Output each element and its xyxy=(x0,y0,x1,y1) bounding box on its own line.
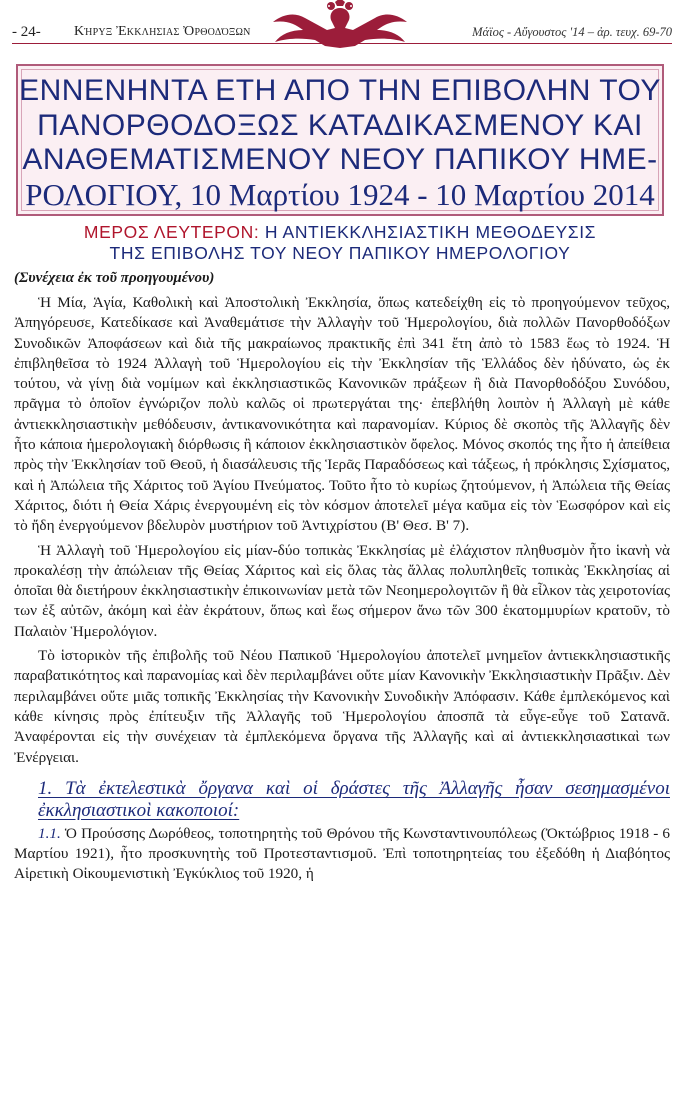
item-number: 1.1. xyxy=(38,824,61,842)
article-body xyxy=(14,293,670,889)
issue-info: Μάϊος - Αὔγουστος '14 – ἀρ. τευχ. 69-70 xyxy=(472,25,672,39)
header-divider xyxy=(12,43,672,44)
page-number: - 24- xyxy=(12,24,41,40)
article-title xyxy=(18,74,662,212)
part-title-line-2: ΤΗΣ ΕΠΙΒΟΛΗΣ ΤΟΥ ΝΕΟΥ ΠΑΠΙΚΟΥ ΗΜΕΡΟΛΟΓΙΟΥ xyxy=(109,243,571,263)
section-heading: 1. Τὰ ἐκτελεστικὰ ὄργανα καὶ οἱ δράστες τῆς Ἀλλαγῆς ἦσαν σεσημασμένοι ἐκκλησιαστικοὶ κακοποιοί: xyxy=(38,777,670,821)
continuation-note: (Συνέχεια ἐκ τοῦ προηγουμένου) xyxy=(14,270,215,286)
title-line-4: ΡΟΛΟΓΙΟΥ, 10 Μαρτίου 1924 - 10 Μαρτίου 2014 xyxy=(25,176,655,212)
paragraph-3: Τὸ ἱστορικὸν τῆς ἐπιβολῆς τοῦ Νέου Παπικοῦ Ἡμερολογίου ἀποτελεῖ μνημεῖον ἀντιεκκλησιαστικῆς παραβατικότητος καὶ παρανομίας καὶ δὲν περιλαμβάνει οὔτε μίαν Κανονικὴν Ἐκκλησιαστικὴν Πρᾶξιν. Δὲν περιλαμβάνει οὔτε μιᾶς τοπικῆς Ἐκκλησίας τὴν Κανονικὴν Συνοδικὴν Ἀπόφασιν. Κάθε ἐμπλεκόμενος καὶ κάθε κίνησις πρὸς ἐπίτευξιν τῆς Ἀλλαγῆς τοῦ Ἡμερολογίου ἀποσπᾶ τὰ εὖγε-εὖγε τοῦ Σατανᾶ. Ἀναφέρονται εἰς τὴν συνέχειαν τὰ ἐμπλεκόμενα ὄργανα τῆς Ἀλλαγῆς καὶ αἱ ἀντιεκκλησιασtικαὶ των Ἐνέργειαι. xyxy=(14,647,670,766)
title-line-3: ΑΝΑΘΕΜΑΤΙΣΜΕΝΟΥ ΝΕΟΥ ΠΑΠΙΚΟΥ ΗΜΕ- xyxy=(22,143,658,176)
item-text: Ὁ Προύσσης Δωρόθεος, τοποτηρητὴς τοῦ Θρόνου τῆς Κωνσταντινουπόλεως (Ὀκτώβριος 1918 - 6 Μαρτίου 1921), ἦτο προσκυνητὴς τοῦ Προτεσταντισμοῦ. Ἐπὶ τοποτηρητείας του ἐξεδόθη ἡ Διαβόητος Αἱρετικὴ Οἰκουμενιστικὴ Ἐγκύκλιος τοῦ 1920, ἡ xyxy=(14,824,670,883)
part-label: ΜΕΡΟΣ ΛΕΥΤΕΡΟΝ: xyxy=(83,222,260,242)
paragraph-1: Ἡ Μία, Ἁγία, Καθολικὴ καὶ Ἀποστολικὴ Ἐκκλησία, ὅπως κατεδείχθη εἰς τὸ προηγούμενον τεῦχος, Ἀπηγόρευσε, Κατεδίκασε καὶ Ἀναθεμάτισε τὴν Ἀλλαγὴν τοῦ Ἡμερολογίου, διὰ πολλῶν Πανορθοδόξων Συνοδικῶν Ἀποφάσεων καὶ διὰ τῆς μακραίωνος πρακτικῆς ἐπὶ 341 ἔτη ἀπὸ τὸ 1583 ἕως τὸ 1924. Ἡ ἐπιβληθεῖσα τὸ 1924 Ἀλλαγὴ τοῦ Ἡμερολογίου εἰς τὴν Ἐκκλησίαν τῆς Ἑλλάδος δὲν ἠδύνατο, ὡς ἐκ τούτου, νὰ γίνῃ διὰ νομίμων καὶ ἐκκλησιαστικῶς Κανονικῶν πράξεων ἢ διὰ Πανορθοδόξου Συνόδου, πρᾶγμα τὸ ὁποῖον ἐγνώριζον πολὺ καλῶς οἱ πρωτεργάται της· ἐπεβλήθη λοιπὸν ἡ Ἀλλαγὴ μὲ κάθε ἀντιεκκλησιαστικὴν μεθόδευσιν, ἀντικανονικότητα καὶ παρανομίαν. Κύριος δὲ σκοπὸς τῆς Ἀλλαγῆς δὲν ἦτο κάποια ἡμερολογιακὴ διόρθωσις ἢ κάποιον ἐκκλησιαστικὸν ὄφελος. Μόνος σκοπός της ἦτο ἡ ἀπείθεια πρὸς τὴν Ἐκκλησίαν τοῦ Θεοῦ, ἡ διασάλευσις τῆς Ἱερᾶς Παραδόσεως καὶ τάξεως, ἡ πρόκλησις Σχίσματος, καὶ ἡ Ἀπώλεια τῆς Χάριτος τοῦ Ἁγίου Πνεύματος. Τοῦτο ἦτο τὸ κυρίως ζητούμενον, ἡ Ἀπώλεια τῆς Θείας Χάριτος, διότι ἡ Θεία Χάρις ἐνεργουμένη εἰς τὸν κόσμον ἀποτελεῖ μέγα καῦμα εἰς τὸν Ἑωσφόρον καὶ εἰς τὸ ἤδη ἐνεργούμενον βδελυρὸν μυστήριον τοῦ Ἀντιχρίστου (Β' Θεσ. Β' 7). xyxy=(14,294,670,535)
section-item xyxy=(14,824,670,885)
title-line-1: ΕΝΝΕΝΗΝΤΑ ΕΤΗ ΑΠΟ ΤΗΝ ΕΠΙΒΟΛΗΝ ΤΟΥ xyxy=(19,74,661,107)
magazine-title: Κήρυξ Ἐκκλησιας Ὀρθοδόξων xyxy=(74,24,251,39)
title-line-2: ΠΑΝΟΡΘΟΔΟΞΩΣ ΚΑΤΑΔΙΚΑΣΜΕΝΟΥ ΚΑΙ xyxy=(37,108,643,142)
part-title-line-1: Η ΑΝΤΙΕΚΚΛΗΣΙΑΣΤΙΚΗ ΜΕΘΟΔΕΥΣΙΣ xyxy=(264,222,597,242)
part-heading xyxy=(0,222,680,264)
paragraph-2: Ἡ Ἀλλαγὴ τοῦ Ἡμερολογίου εἰς μίαν-δύο τοπικὰς Ἐκκλησίας μὲ ἐλάχιστον πληθυσμὸν ἦτο ἱκανὴ νὰ προκαλέσῃ τὴν ἀπώλειαν τῆς Θείας Χάριτος καὶ εἰς ὅλας τὰς ἄλλας πολυπληθεῖς τοπικὰς Ἐκκλησίας αἱ ὁποῖαι θὰ διετήρουν ἐκκλησιαστικὴν ἐπικοινωνίαν μετὰ τῶν Νεοημερολογιτῶν ἢ θὰ εἶλκον τὰς χειροτονίας των ἐξ αὐτῶν, ἀκόμη καὶ ἐὰν ἐκράτουν, ὅπως καὶ ἕως σήμερον ἄνω τῶν 300 ἑκατομμυρίων κρατοῦν, τὸ Παλαιὸν Ἡμερολόγιον. xyxy=(14,541,670,640)
page-header xyxy=(0,0,680,50)
article-title-box xyxy=(16,64,664,216)
